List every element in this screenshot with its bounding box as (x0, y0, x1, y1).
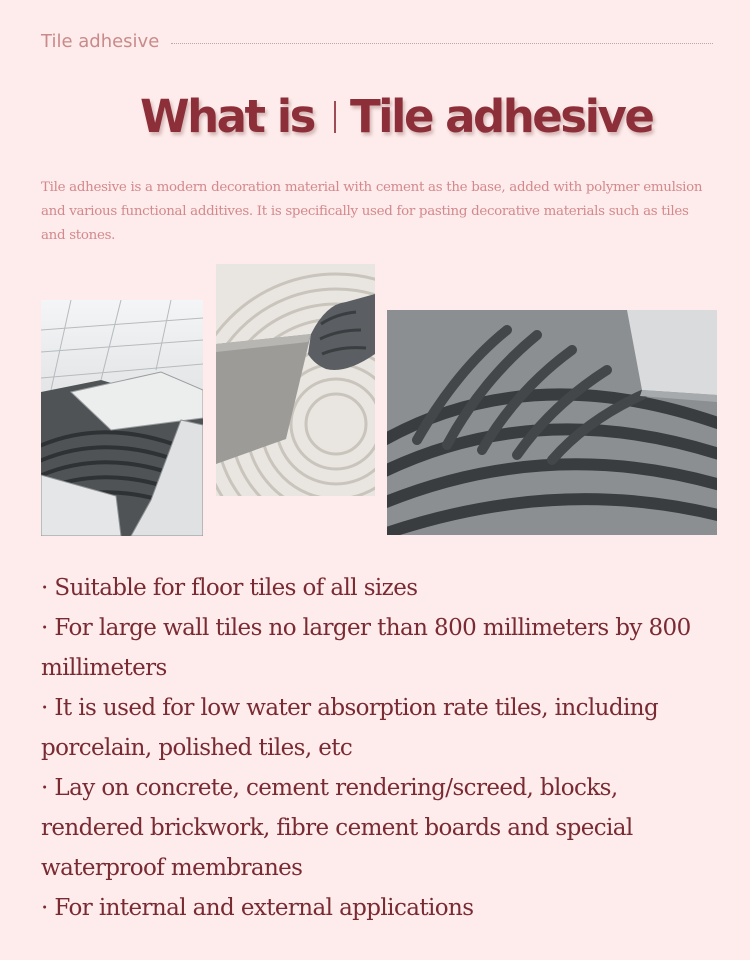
photo-floor-tiles (41, 300, 203, 536)
title-part-2: Tile adhesive (349, 90, 653, 143)
feature-item: · Lay on concrete, cement rendering/screed, blocks, rendered brickwork, fibre cement boards and special waterproof membranes (41, 775, 633, 881)
page-title (140, 90, 700, 143)
title-part-1: What is (140, 90, 314, 143)
title-divider (334, 101, 336, 133)
photo-hand-pressing-tile (216, 264, 375, 496)
dotted-divider (171, 43, 713, 44)
intro-paragraph: Tile adhesive is a modern decoration material with cement as the base, added with polymer emulsion and various functional additives. It is specifically used for pasting decorative materials such as tiles and stones. (41, 180, 703, 243)
photo-trowel-lines (387, 310, 717, 535)
section-label: Tile adhesive (41, 30, 160, 52)
feature-item: · It is used for low water absorption rate tiles, including porcelain, polished tiles, etc (41, 695, 659, 761)
feature-list (41, 568, 721, 928)
feature-item: · For internal and external applications (41, 895, 474, 921)
section-header (41, 28, 713, 54)
feature-item: · For large wall tiles no larger than 800 millimeters by 800 millimeters (41, 615, 691, 681)
feature-item: · Suitable for floor tiles of all sizes (41, 575, 418, 601)
